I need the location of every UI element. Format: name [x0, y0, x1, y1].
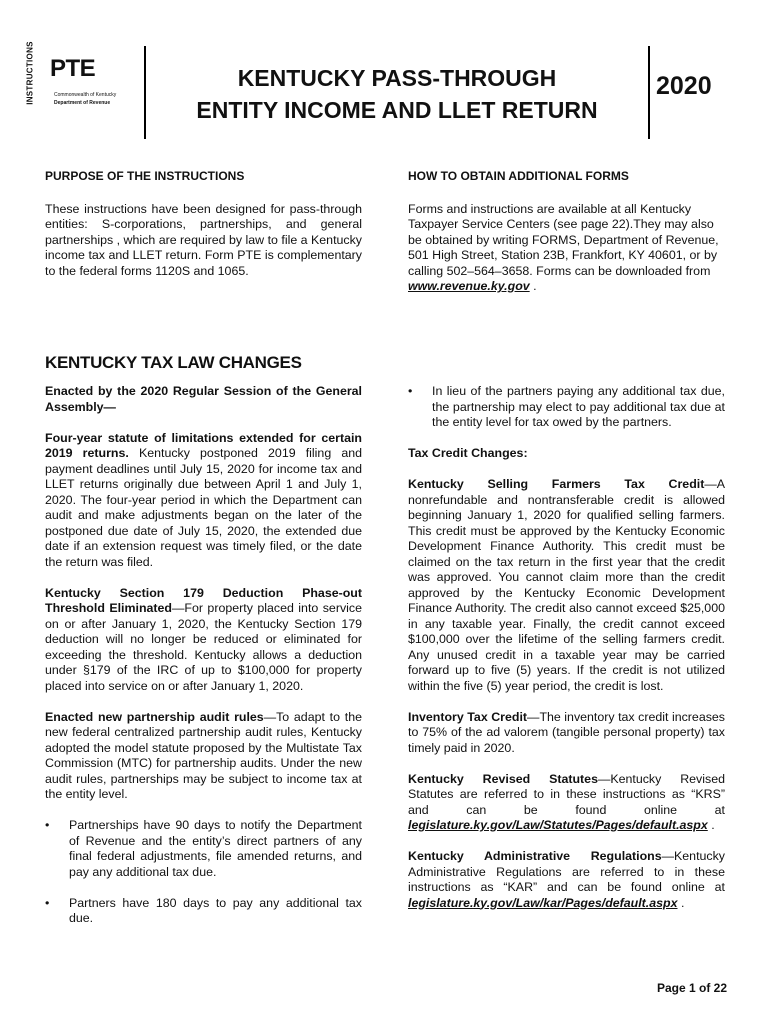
- instructions-vertical-label: INSTRUCTIONS: [25, 41, 35, 105]
- forms-heading: HOW TO OBTAIN ADDITIONAL FORMS: [408, 169, 629, 183]
- form-code: PTE: [50, 55, 96, 82]
- audit-bullet: • Partnerships have 90 days to notify the Department of Revenue and the entity’s direct partners of any final federal adjustments, file amended returns, and pay any additional tax due.: [45, 818, 362, 880]
- title-line-1: KENTUCKY PASS-THROUGH: [237, 65, 557, 91]
- enacted-subheading: Enacted by the 2020 Regular Session of the General Assembly—: [45, 384, 362, 414]
- tax-law-changes-heading: KENTUCKY TAX LAW CHANGES: [45, 353, 302, 372]
- agency-block: [54, 91, 116, 107]
- inventory-credit-item: Inventory Tax Credit—The inventory tax credit increases to 75% of the ad valorem (tangible personal property) tax timely paid in 2020.: [408, 709, 725, 755]
- forms-body: Forms and instructions are available at all Kentucky Taxpayer Service Centers (see page 22).They may also be obtained by writing FORMS, Department of Revenue, 501 High Street, Station 23B, Frankfort, KY 40601, or by calling 502–564–3658. Forms can be downloaded from www.revenue.ky.gov .: [408, 201, 719, 293]
- section-179-item: Kentucky Section 179 Deduction Phase-out Threshold Eliminated—For property placed into service on or after January 1, 2020, the Kentucky Section 179 deduction will no longer be reduced or eliminated for exceeding the threshold. Kentucky allows a deduction under §179 of the IRC of up to $100,000 for property placed into service on or after January 1, 2020.: [45, 585, 362, 693]
- law-changes-right-column: [408, 384, 725, 927]
- purpose-section: [45, 169, 362, 295]
- krs-item: Kentucky Revised Statutes—Kentucky Revised Statutes are referred to in these instructions as “KRS” and can be found online at legislature.ky.gov/Law/Statutes/Pages/default.aspx .: [408, 771, 725, 832]
- selling-farmers-credit-item: Kentucky Selling Farmers Tax Credit—A nonrefundable and nontransferable credit is allowed beginning January 1, 2020 for qualified selling farmers. This credit must be approved by the Kentucky Economic Development Finance Authority. This credit must be claimed on the tax return in the first year that the credit was approved. You cannot claim more than the credit approved by the Kentucky Economic Development Finance Authority. The credit also cannot exceed $25,000 in any taxable year. Finally, the credit cannot exceed $100,000 over the lifetime of the selling farmers credit. Any unused credit in a taxable year may be carried forward up to five (5) years. If the credit is not utilized within the five (5) year period, the credit is lost.: [408, 477, 725, 693]
- header-divider-right: [648, 46, 650, 139]
- purpose-body: These instructions have been designed for pass-through entities: S-corporations, partnerships, and general partnerships , which are required by law to file a Kentucky income tax and LLET return. Form PTE is complementary to the federal forms 1120S and 1065.: [45, 201, 362, 278]
- tax-year: 2020: [656, 72, 712, 100]
- kar-link[interactable]: legislature.ky.gov/Law/kar/Pages/default.aspx: [408, 895, 678, 910]
- audit-bullet: • Partners have 180 days to pay any additional tax due.: [45, 896, 362, 927]
- agency-line-commonwealth: Commonwealth of Kentucky: [54, 92, 117, 98]
- partnership-audit-item: Enacted new partnership audit rules—To adapt to the new federal centralized partnership audit rules, Kentucky adopted the model statute proposed by the Multistate Tax Commission (MTC) for partnership audits. Under the new audit rules, partnerships may be subject to income tax at the entity level.: [45, 709, 362, 801]
- law-changes-left-column: [45, 384, 362, 942]
- header-divider-left: [144, 46, 146, 139]
- tax-credit-changes-heading: Tax Credit Changes:: [408, 446, 528, 460]
- audit-bullet: • In lieu of the partners paying any additional tax due, the partnership may elect to pay additional tax due at the entity level for tax owed by the partners.: [408, 384, 725, 431]
- document-title: [152, 62, 642, 126]
- statute-limitations-item: Four-year statute of limitations extended for certain 2019 returns. Kentucky postponed 2019 filing and payment deadlines until July 15, 2020 for income tax and LLET returns originally due between April 1 and July 1, 2020. The four-year period in which the Department can audit and make adjustments began on the later of the postponed due date of July 15, 2020, the extended due date if an extension request was timely filed, or the date the return was filed.: [45, 430, 363, 569]
- kar-item: Kentucky Administrative Regulations—Kentucky Administrative Regulations are referred to in these instructions as “KAR” and can be found online at legislature.ky.gov/Law/kar/Pages/default.aspx .: [408, 849, 725, 910]
- purpose-heading: PURPOSE OF THE INSTRUCTIONS: [45, 169, 245, 183]
- krs-link[interactable]: legislature.ky.gov/Law/Statutes/Pages/default.aspx: [408, 818, 708, 832]
- revenue-website-link[interactable]: www.revenue.ky.gov: [408, 279, 530, 293]
- page-number: Page 1 of 22: [657, 981, 728, 995]
- agency-line-department: Department of Revenue: [54, 100, 111, 106]
- forms-section: [408, 169, 725, 310]
- title-line-2: ENTITY INCOME AND LLET RETURN: [196, 97, 598, 123]
